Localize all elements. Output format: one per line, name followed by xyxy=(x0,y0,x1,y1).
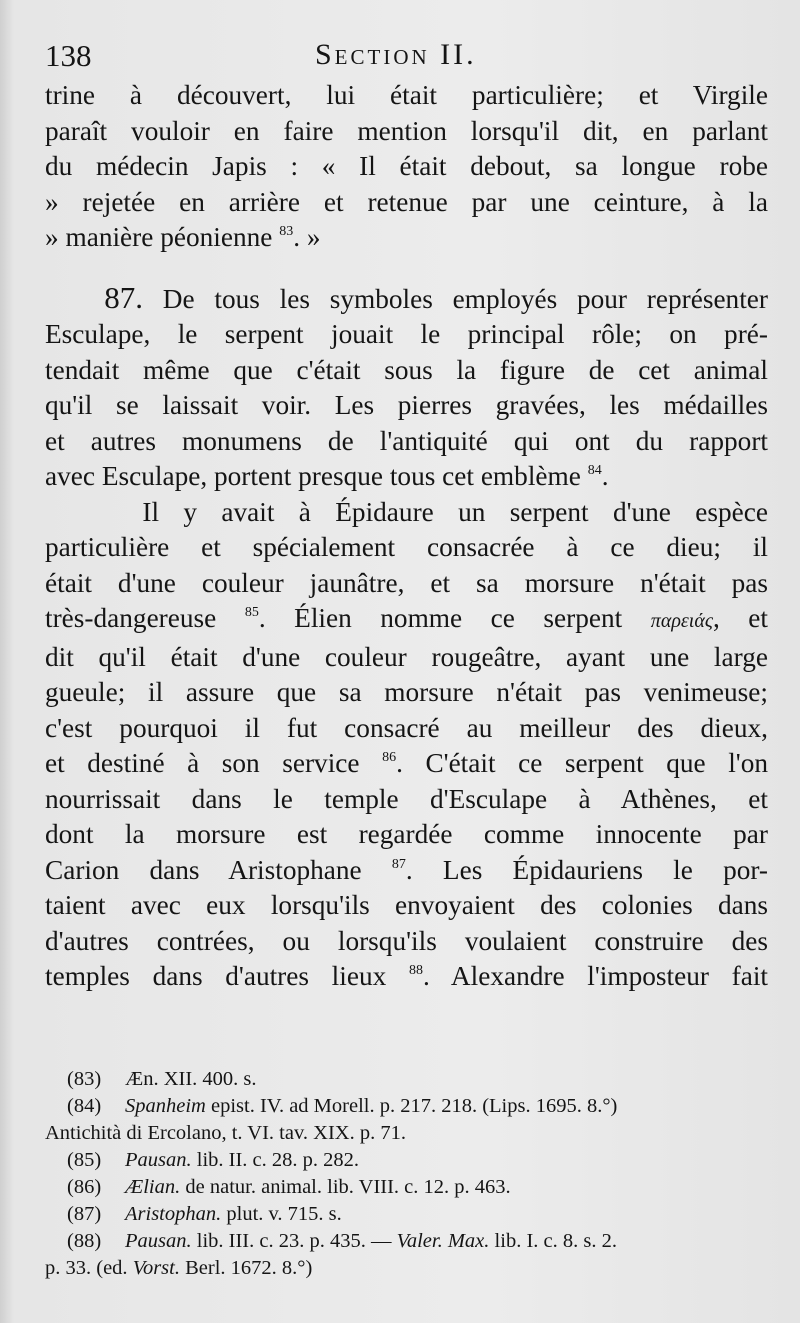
footnote-author: Valer. Max. xyxy=(396,1230,490,1252)
text-line: tendait même que c'était sous la figure de cet animal xyxy=(45,354,768,385)
text-line: était d'une couleur jaunâtre, et sa morsure n'était pas xyxy=(45,567,768,598)
footnote-continuation: Antichità di Ercolano, t. VI. tav. XIX. p. 71. xyxy=(45,1122,406,1144)
page-header xyxy=(45,38,785,72)
footnote-text: lib. I. c. 8. s. 2. xyxy=(489,1230,617,1252)
text-fragment: et destiné à son service xyxy=(45,748,360,778)
text-line xyxy=(45,601,768,640)
text-fragment: De tous les symboles employés pour représenter xyxy=(162,283,768,314)
footnote-text: de natur. animal. lib. VIII. c. 12. p. 463. xyxy=(180,1176,511,1198)
footnote-continuation xyxy=(45,1255,780,1282)
footnote xyxy=(45,1174,780,1201)
text-line xyxy=(45,746,768,782)
text-fragment: Il y avait à Épidaure un serpent d'une espèce xyxy=(142,496,768,527)
text-line xyxy=(45,220,768,256)
text-line: et autres monumens de l'antiquité qui ont du rapport xyxy=(45,425,768,456)
page-number: 138 xyxy=(45,38,92,73)
text-line: paraît vouloir en faire mention lorsqu'il dit, en parlant xyxy=(45,115,768,146)
text-fragment: » manière péonienne xyxy=(45,222,273,252)
text-line: taient avec eux lorsqu'ils envoyaient des colonies dans xyxy=(45,890,768,920)
footnote-text: plut. v. 715. s. xyxy=(221,1203,342,1225)
text-line: d'autres contrées, ou lorsqu'ils voulaient construire des xyxy=(45,925,768,956)
running-title: Section II. xyxy=(315,38,477,71)
footnote xyxy=(45,1228,780,1255)
footnote-label: (86) xyxy=(67,1176,102,1198)
text-fragment: très-dangereuse xyxy=(45,603,217,633)
footnote xyxy=(45,1201,780,1228)
greek-word: παρειάς xyxy=(650,610,713,632)
text-line: gueule; il assure que sa morsure n'était pas venimeuse; xyxy=(45,677,768,707)
footnote-text: lib. II. c. 28. p. 282. xyxy=(191,1149,360,1171)
footnote-ref: 87 xyxy=(391,856,406,872)
footnote-author: Vorst. xyxy=(132,1257,180,1279)
footnote-author: Spanheim xyxy=(125,1095,206,1117)
text-line xyxy=(45,495,768,531)
footnote-text: Berl. 1672. 8.°) xyxy=(179,1257,313,1279)
text-line: dit qu'il était d'une couleur rougeâtre, ayant une large xyxy=(45,641,768,672)
text-line: du médecin Japis : « Il était debout, sa longue robe xyxy=(45,151,768,181)
text-line xyxy=(45,280,768,318)
text-fragment: , et xyxy=(712,603,769,633)
text-line: Esculape, le serpent jouait le principal rôle; on pré- xyxy=(45,319,768,349)
footnote-label: (85) xyxy=(67,1149,102,1171)
footnote xyxy=(45,1147,780,1174)
text-line: particulière et spécialement consacrée à ce dieu; il xyxy=(45,532,768,562)
text-fragment: temples dans d'autres lieux xyxy=(45,961,387,991)
text-fragment: avec Esculape, portent presque tous cet emblème xyxy=(45,461,581,491)
paragraph-gap xyxy=(45,256,768,280)
text-line xyxy=(45,853,768,889)
text-line: c'est pourquoi il fut consacré au meilleur des dieux, xyxy=(45,712,768,743)
text-line: nourrissait dans le temple d'Esculape à Athènes, et xyxy=(45,783,768,814)
footnote-ref: 85 xyxy=(244,605,259,620)
footnote-author: Pausan. xyxy=(125,1230,192,1252)
text-fragment: . Alexandre l'imposteur fait xyxy=(422,961,768,991)
footnote-label: (88) xyxy=(67,1230,102,1252)
footnote-text: lib. III. c. 23. p. 435. — xyxy=(191,1230,397,1252)
text-line xyxy=(45,459,768,495)
footnote-author: Aristophan. xyxy=(125,1203,222,1225)
text-line: dont la morsure est regardée comme innocente par xyxy=(45,819,768,849)
footnote-ref: 84 xyxy=(587,463,602,478)
footnote-author: Pausan. xyxy=(125,1149,192,1171)
footnote-ref: 83 xyxy=(279,224,294,239)
text-fragment: . xyxy=(601,461,609,491)
text-fragment: . Les Épidauriens le por- xyxy=(405,854,768,885)
text-fragment: . C'était ce serpent que l'on xyxy=(396,748,768,778)
text-fragment: . Élien nomme ce serpent xyxy=(258,603,623,633)
text-fragment: . » xyxy=(293,222,321,252)
body-text xyxy=(45,78,768,995)
text-line xyxy=(45,959,768,995)
footnote-text: Æn. XII. 400. s. xyxy=(125,1068,257,1090)
footnotes xyxy=(45,1066,780,1282)
footnote-label: (87) xyxy=(67,1203,102,1225)
paragraph-number: 87. xyxy=(104,279,144,315)
text-line: qu'il se laissait voir. Les pierres gravées, les médailles xyxy=(45,390,768,420)
text-line: » rejetée en arrière et retenue par une ceinture, à la xyxy=(45,186,768,217)
footnote-label: (84) xyxy=(67,1095,102,1117)
footnote-label: (83) xyxy=(67,1068,102,1090)
footnote-author: Ælian. xyxy=(125,1176,181,1198)
footnote xyxy=(45,1066,780,1093)
footnote-text: epist. IV. ad Morell. p. 217. 218. (Lips. 1695. 8.°) xyxy=(205,1095,618,1117)
footnote-text: p. 33. (ed. xyxy=(45,1257,133,1279)
footnote-ref: 86 xyxy=(382,750,397,765)
text-fragment: Carion dans Aristophane xyxy=(45,854,362,885)
footnote xyxy=(45,1093,780,1120)
footnote-ref: 88 xyxy=(408,963,423,978)
text-line: trine à découvert, lui était particulière; et Virgile xyxy=(45,80,768,110)
